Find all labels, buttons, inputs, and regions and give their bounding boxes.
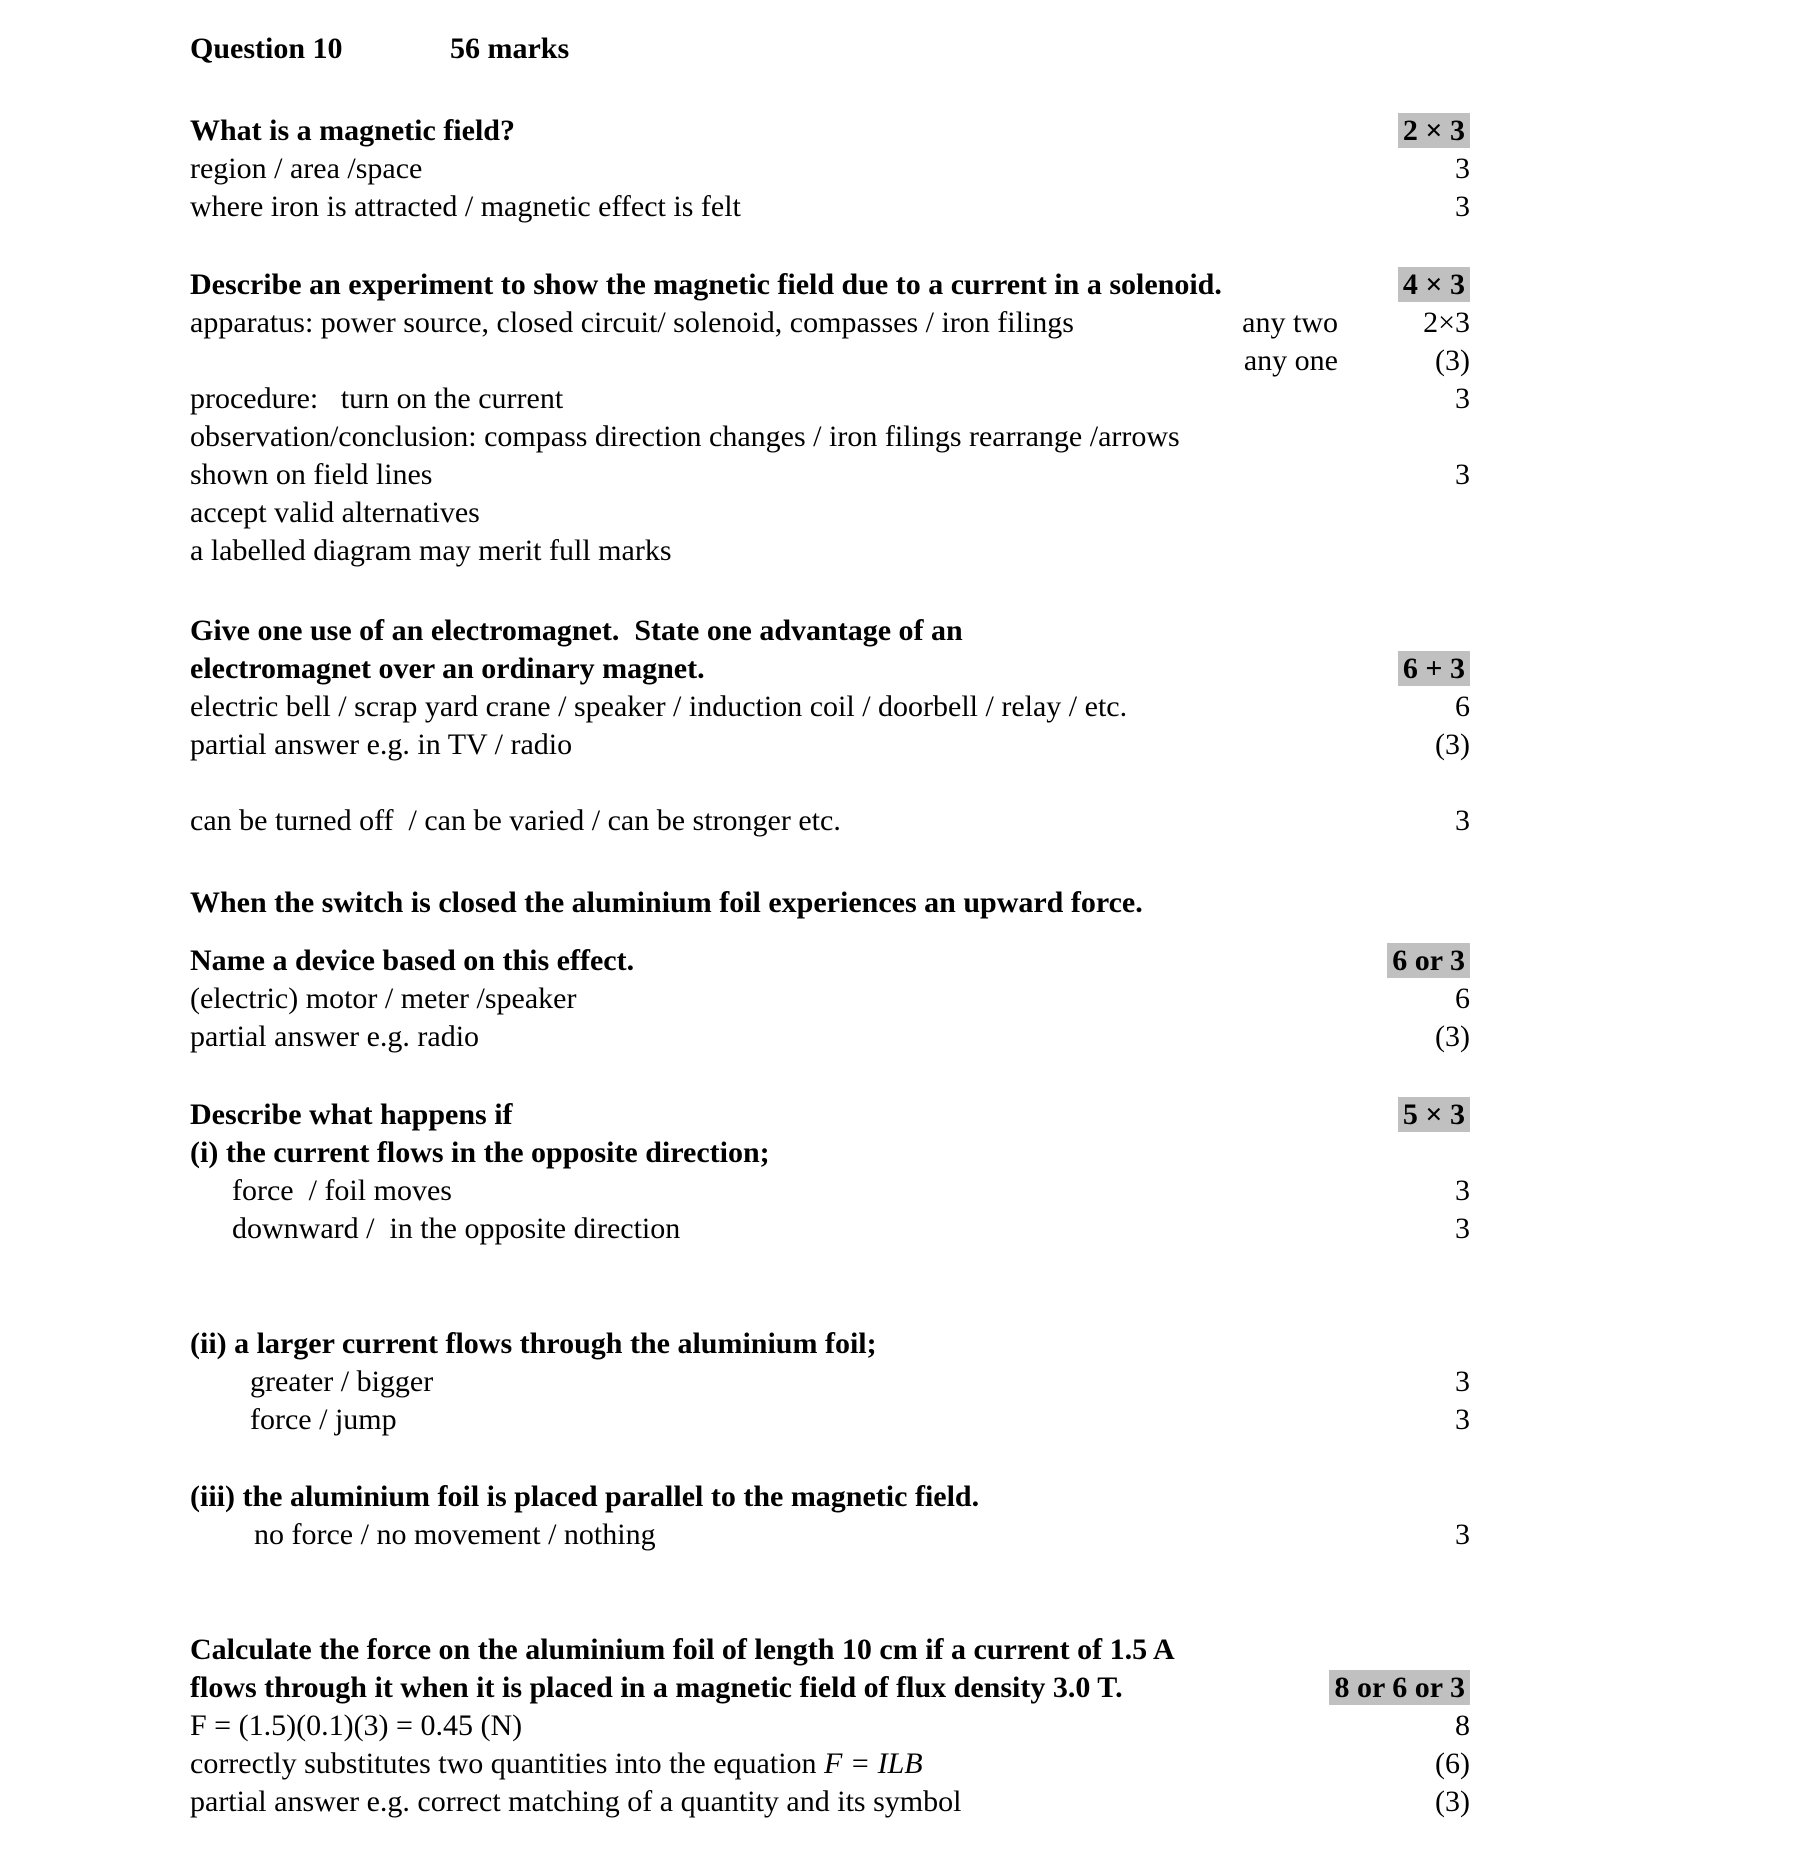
answer-substitution [190, 1745, 1470, 1783]
question-text: (i) the current flows in the opposite direction; [190, 1136, 770, 1169]
marks-cell: 3 [1455, 382, 1470, 415]
marks-cell: (3) [1435, 728, 1470, 761]
marks-highlight: 8 or 6 or 3 [1329, 1670, 1470, 1705]
marks-cell [1387, 942, 1470, 980]
answer-text: shown on field lines [190, 458, 433, 491]
marks-cell: 3 [1455, 1403, 1470, 1436]
question-text: Describe an experiment to show the magnetic field due to a current in a solenoid. [190, 268, 1222, 301]
question-describe-experiment-solenoid [190, 266, 1470, 304]
answer-part-ii-greater [190, 1363, 1470, 1401]
condition-label: any two [1242, 306, 1338, 339]
question-part-ii [190, 1325, 1470, 1363]
answer-part-i-force [190, 1172, 1470, 1210]
marks-cell: 3 [1455, 804, 1470, 837]
answer-partial-radio [190, 1018, 1470, 1056]
answer-part-i-downward [190, 1210, 1470, 1248]
answer-apparatus [190, 304, 1470, 342]
answer-text: greater / bigger [250, 1365, 434, 1398]
question-text: (iii) the aluminium foil is placed parallel to the magnetic field. [190, 1480, 980, 1513]
marks-highlight: 6 or 3 [1387, 943, 1470, 978]
answer-text [190, 1745, 1435, 1783]
marks-highlight: 4 × 3 [1398, 267, 1470, 302]
note-any-one [190, 342, 1470, 380]
answer-text: observation/conclusion: compass direction changes / iron filings rearrange /arrows [190, 420, 1180, 453]
question-text: What is a magnetic field? [190, 114, 515, 147]
marks-cell: (3) [1435, 1785, 1470, 1818]
answer-text: apparatus: power source, closed circuit/ solenoid, compasses / iron filings [190, 306, 1074, 339]
question-text: (ii) a larger current flows through the aluminium foil; [190, 1327, 877, 1360]
question-text: Name a device based on this effect. [190, 944, 635, 977]
answer-partial-matching [190, 1783, 1470, 1821]
answer-text: partial answer e.g. in TV / radio [190, 728, 573, 761]
answer-electromagnet-uses [190, 688, 1470, 726]
question-text: Give one use of an electromagnet. State one advantage of an [190, 614, 963, 647]
answer-text: partial answer e.g. radio [190, 1020, 480, 1053]
marks-highlight: 6 + 3 [1398, 651, 1470, 686]
question-describe-what-happens [190, 1096, 1470, 1134]
statement-text: When the switch is closed the aluminium foil experiences an upward force. [190, 886, 1143, 919]
marks-cell: 8 [1455, 1709, 1470, 1742]
marks-cell: (6) [1435, 1747, 1470, 1780]
note-text: accept valid alternatives [190, 496, 480, 529]
marks-cell [1398, 650, 1470, 688]
marks-cell: (3) [1435, 344, 1470, 377]
answer-motor-meter-speaker [190, 980, 1470, 1018]
answer-text: downward / in the opposite direction [232, 1212, 681, 1245]
question-text: flows through it when it is placed in a magnetic field of flux density 3.0 T. [190, 1671, 1123, 1704]
question-text: Calculate the force on the aluminium foil of length 10 cm if a current of 1.5 A [190, 1633, 1175, 1666]
question-what-is-magnetic-field [190, 112, 1470, 150]
marks-highlight: 5 × 3 [1398, 1097, 1470, 1132]
marks-cell: 2×3 [1423, 306, 1470, 339]
question-text: Describe what happens if [190, 1098, 513, 1131]
marks-cell: 3 [1455, 458, 1470, 491]
total-marks: 56 marks [450, 32, 570, 65]
answer-text: where iron is attracted / magnetic effect is felt [190, 190, 741, 223]
marks-cell: 6 [1455, 982, 1470, 1015]
question-calculate-force-line1 [190, 1631, 1470, 1669]
marks-cell: (3) [1435, 1020, 1470, 1053]
condition-label: any one [1243, 344, 1338, 377]
answer-text: F = (1.5)(0.1)(3) = 0.45 (N) [190, 1709, 523, 1742]
marks-highlight: 2 × 3 [1398, 113, 1470, 148]
answer-text: no force / no movement / nothing [254, 1518, 656, 1551]
answer-shown-on-field-lines [190, 456, 1470, 494]
question-give-use-electromagnet-line2 [190, 650, 1470, 688]
answer-text: partial answer e.g. correct matching of a quantity and its symbol [190, 1785, 962, 1818]
answer-text: force / foil moves [232, 1174, 452, 1207]
note-text: a labelled diagram may merit full marks [190, 534, 672, 567]
marks-cell: 3 [1455, 152, 1470, 185]
answer-text: region / area /space [190, 152, 423, 185]
marks-cell: 3 [1455, 1212, 1470, 1245]
header-row [190, 30, 1470, 68]
answer-advantage [190, 802, 1470, 840]
question-calculate-force-line2 [190, 1669, 1470, 1707]
answer-observation-conclusion [190, 418, 1470, 456]
answer-procedure [190, 380, 1470, 418]
answer-where-iron-attracted [190, 188, 1470, 226]
answer-part-ii-force-jump [190, 1401, 1470, 1439]
note-accept-valid-alternatives [190, 494, 1470, 532]
answer-part-iii-no-force [190, 1516, 1470, 1554]
answer-text-plain: correctly substitutes two quantities into the equation [190, 1747, 825, 1780]
marks-cell: 3 [1455, 1365, 1470, 1398]
marks-cell: 3 [1455, 190, 1470, 223]
answer-text: electric bell / scrap yard crane / speaker / induction coil / doorbell / relay / etc. [190, 690, 1128, 723]
answer-force-calculation [190, 1707, 1470, 1745]
header-text [190, 30, 1470, 68]
question-text: electromagnet over an ordinary magnet. [190, 652, 705, 685]
marks-cell [1398, 112, 1470, 150]
marks-cell: 6 [1455, 690, 1470, 723]
marks-cell [1329, 1669, 1470, 1707]
answer-region-area-space [190, 150, 1470, 188]
question-give-use-electromagnet-line1 [190, 612, 1470, 650]
question-number: Question 10 [190, 32, 343, 65]
answer-text: (electric) motor / meter /speaker [190, 982, 577, 1015]
marks-cell [1398, 1096, 1470, 1134]
answer-text: force / jump [250, 1403, 397, 1436]
answer-text: can be turned off / can be varied / can be stronger etc. [190, 804, 841, 837]
answer-partial-tv-radio [190, 726, 1470, 764]
marks-cell [1398, 266, 1470, 304]
marks-cell: 3 [1455, 1518, 1470, 1551]
answer-text: procedure: turn on the current [190, 382, 564, 415]
equation-f-ilb: F = ILB [824, 1747, 923, 1780]
question-part-iii [190, 1478, 1470, 1516]
question-part-i [190, 1134, 1470, 1172]
marks-cell: 3 [1455, 1174, 1470, 1207]
note-labelled-diagram [190, 532, 1470, 570]
statement-switch-closed-upward-force [190, 884, 1470, 922]
question-name-device [190, 942, 1470, 980]
